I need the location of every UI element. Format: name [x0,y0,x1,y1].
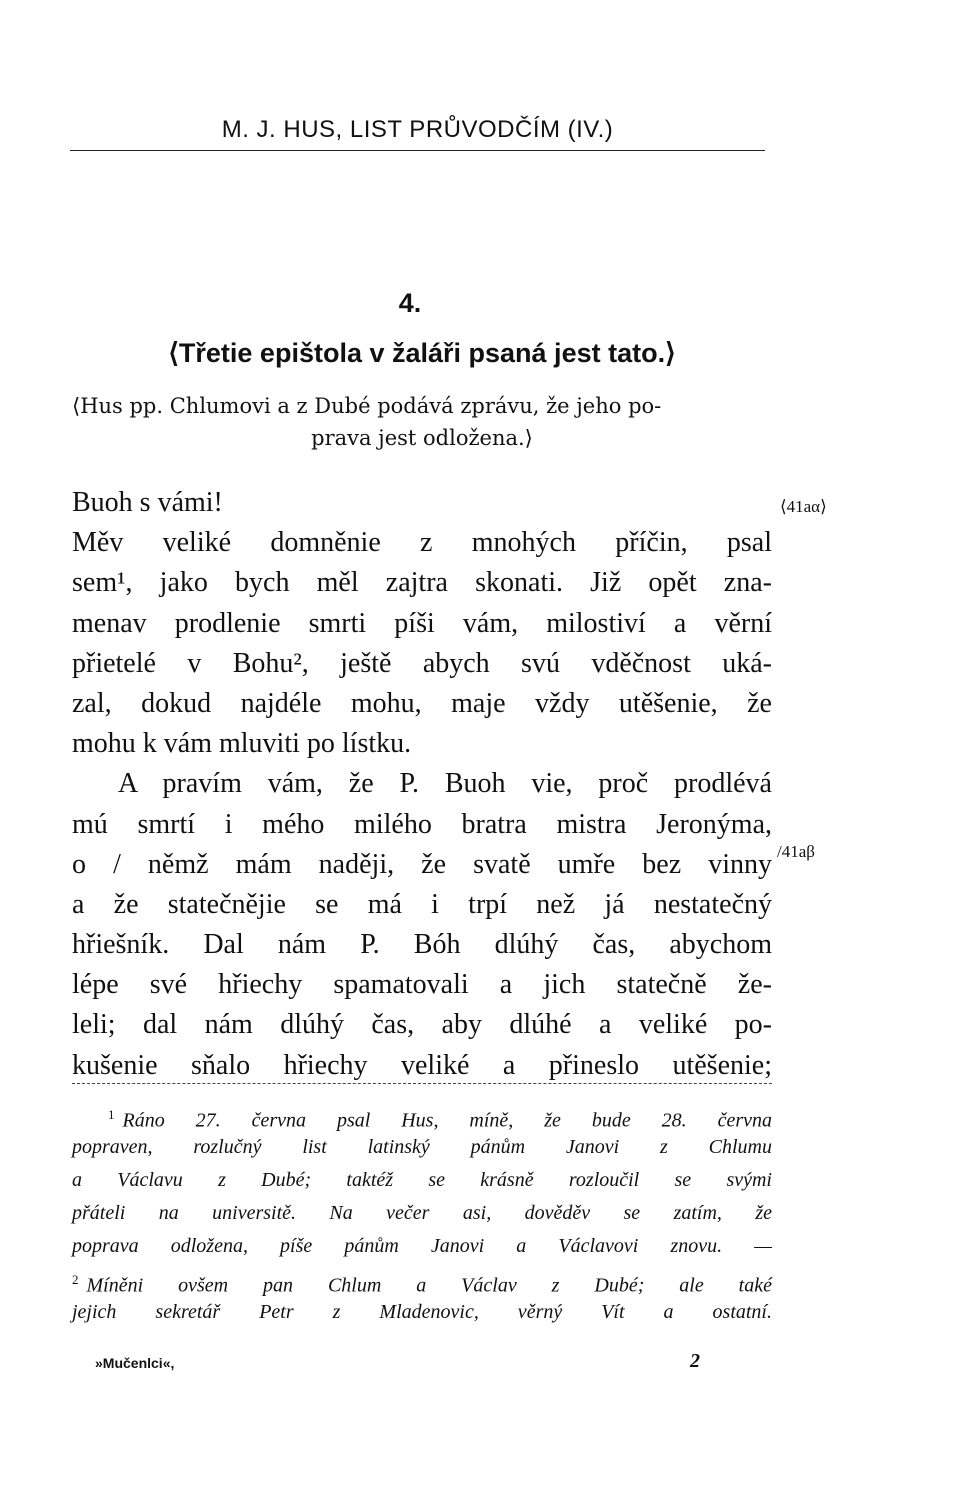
summary-line-1: ⟨Hus pp. Chlumovi a z Dubé podává zprávu, že jeho po- [72,394,662,418]
header-rule [70,150,765,151]
footnote-text: Míněni ovšem pan Chlum a Václav z Dubé; ale také [86,1274,772,1297]
body-line: hřiešník. Dal nám P. Bóh dlúhý čas, abychom [72,929,772,961]
body-line: a že statečnějie se má i trpí než já nestatečný [72,888,772,920]
footnote-line: poprava odložena, píše pánům Janovi a Václavovi znovu. — [72,1235,772,1257]
letter-title: ⟨Třetie epištola v žaláři psaná jest tato.⟩ [168,338,676,368]
sheet-number: 2 [690,1350,700,1372]
footnote-1-mark: 1 [108,1107,115,1122]
chapter-number: 4. [398,288,422,318]
body-line: mohu k vám mluviti po lístku. [72,728,412,760]
letter-summary [72,390,772,454]
body-line: Měv veliké domněnie z mnohých příčin, psal [72,527,772,559]
body-line: Buoh s vámi! [72,487,223,518]
body-line: přietelé v Bohu², ještě abych svú vděčnost uká- [72,647,772,679]
body-line: zal, dokud najdéle mohu, maje vždy utěšenie, že [72,687,772,719]
footnote-rule [72,1083,772,1084]
footnote-line: popraven, rozlučný list latinský pánům Janovi z Chlumu [72,1136,772,1158]
letter-body [72,483,772,1086]
running-head: M. J. HUS, LIST PRŮVODČÍM (IV.) [221,116,614,143]
margin-note-folio-2: /41aβ [777,842,815,861]
summary-line-2: prava jest odložena.⟩ [311,426,533,450]
body-line: kušenie sňalo hřiechy veliké a přineslo utěšenie; [72,1049,772,1081]
body-line: o / němž mám naději, že svatě umře bez vinny [72,848,772,880]
footnote-text: Ráno 27. června psal Hus, míně, že bude 28. června [122,1109,772,1132]
body-line: menav prodlenie smrti píši vám, milostiví a věrní [72,607,772,639]
footnote-line: jejich sekretář Petr z Mladenovic, věrný Vít a ostatní. [72,1301,772,1323]
body-line: A pravím vám, že P. Buoh vie, proč prodlévá [118,768,772,800]
body-line: sem¹, jako bych měl zajtra skonati. Již opět zna- [72,567,772,599]
body-line: leli; dal nám dlúhý čas, aby dlúhé a veliké po- [72,1009,772,1041]
footnotes [72,1098,772,1329]
body-line: mú smrtí i mého milého bratra mistra Jeronýma, [72,808,772,840]
body-line: lépe své hřiechy spamatovali a jich statečně že- [72,969,772,1001]
footnote-2-mark: 2 [72,1272,79,1287]
footnote-line [72,1263,772,1296]
footnote-line [72,1098,772,1131]
margin-note-folio-1: ⟨41aα⟩ [780,497,827,516]
footnote-line: přáteli na universitě. Na večer asi, dověděv se zatím, že [72,1202,772,1224]
printer-signature: »Mučenlci«, [95,1355,175,1371]
footnote-line: a Václavu z Dubé; taktéž se krásně rozloučil se svými [72,1169,772,1191]
